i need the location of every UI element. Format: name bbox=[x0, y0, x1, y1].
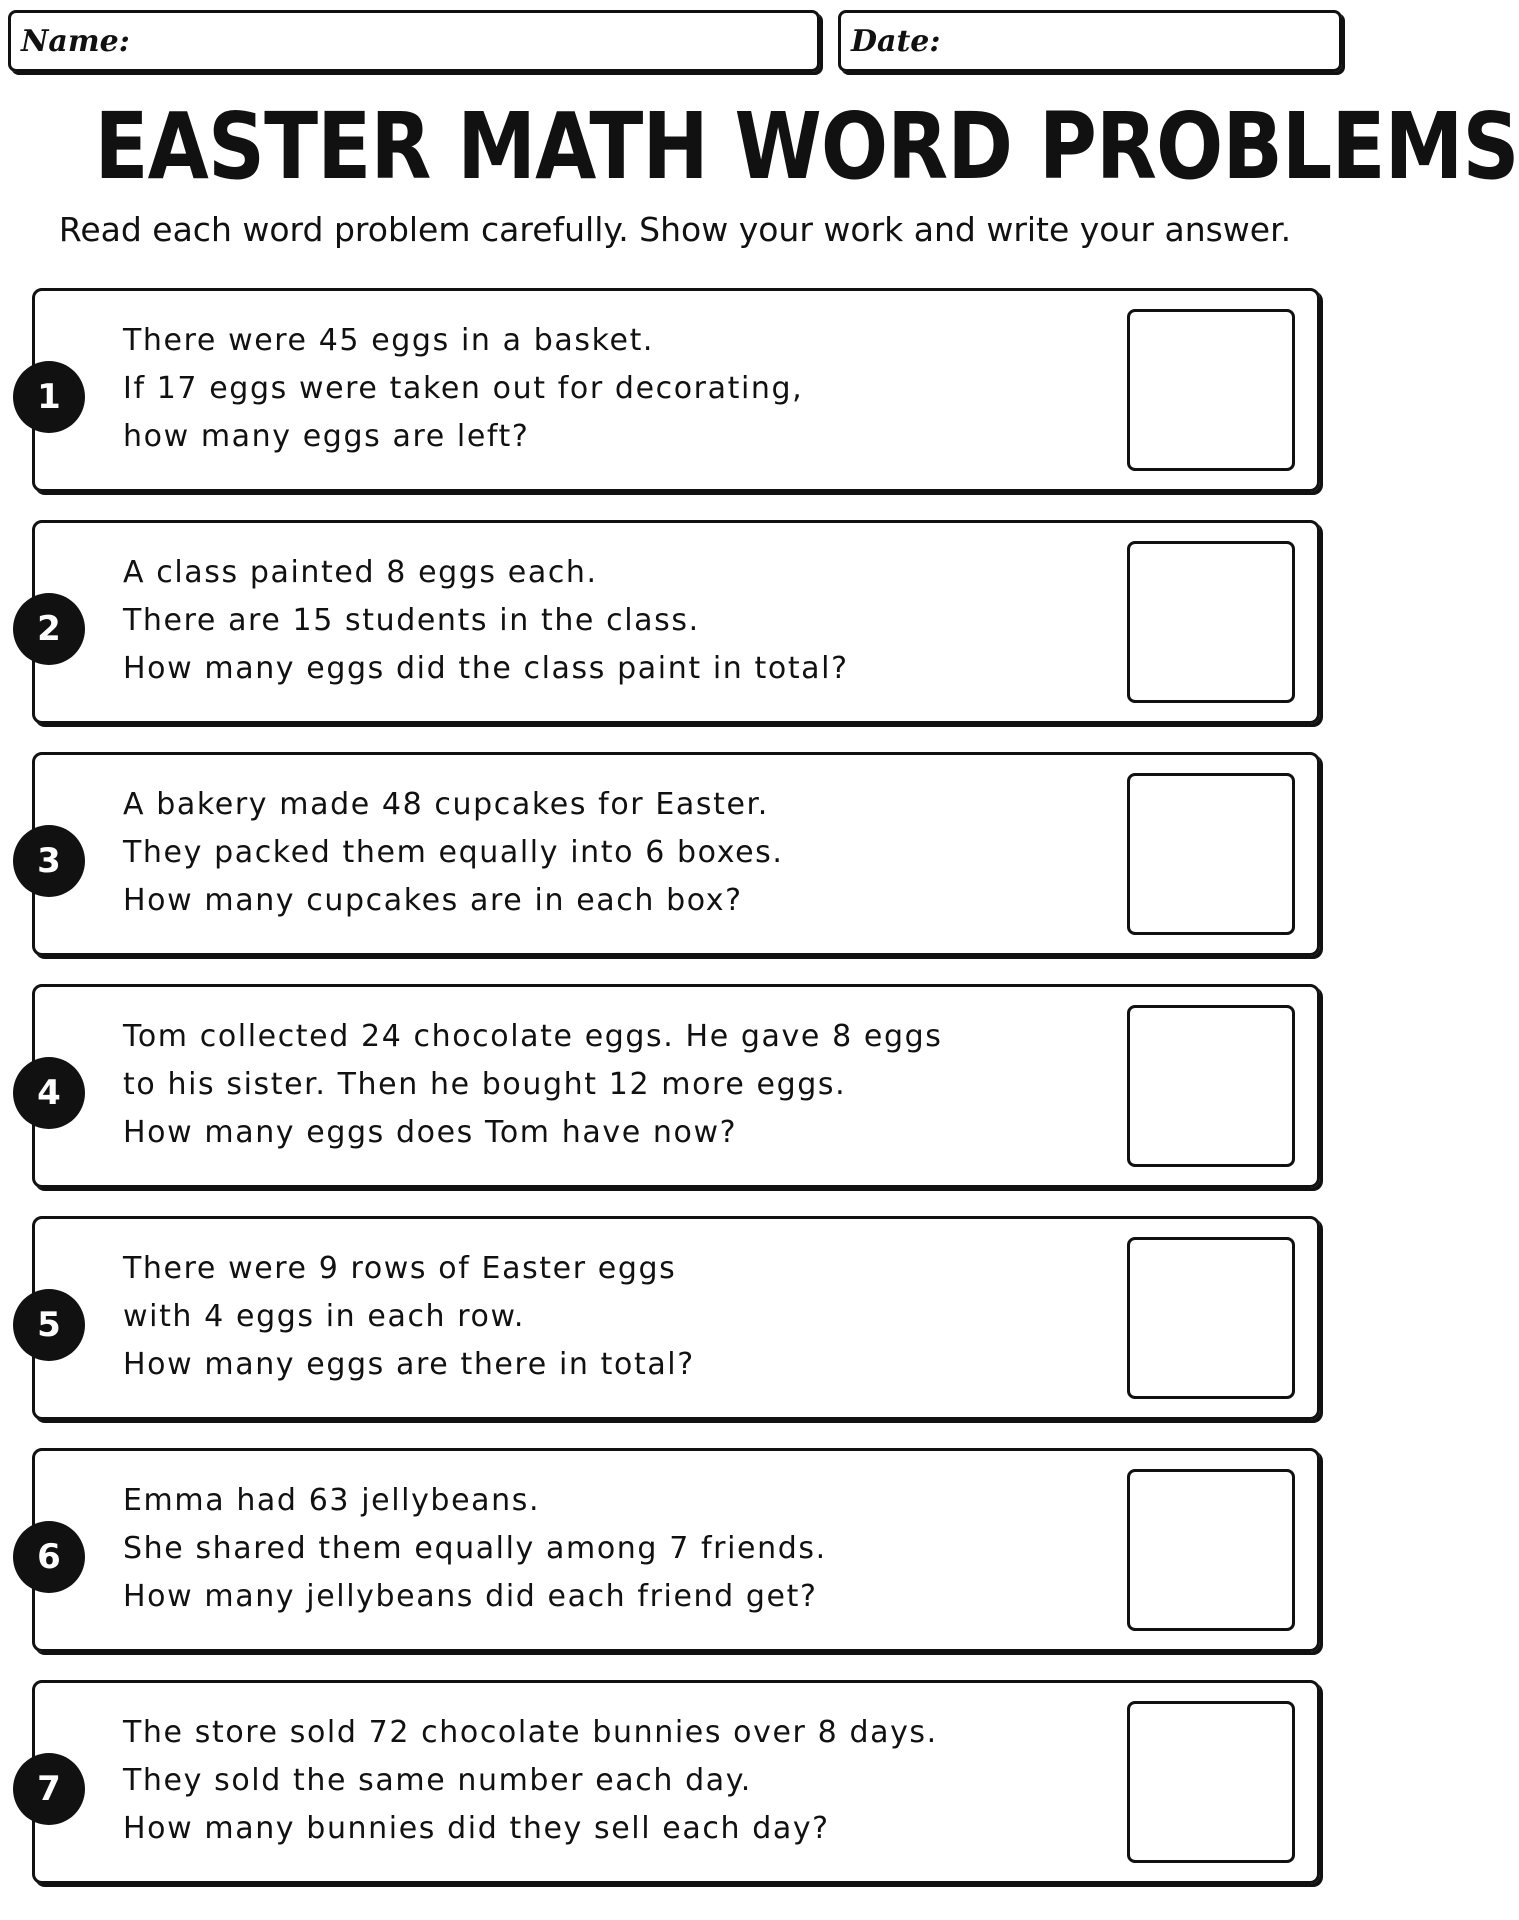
problem-line: how many eggs are left? bbox=[123, 419, 530, 454]
problem-line: The store sold 72 chocolate bunnies over 8 days. bbox=[123, 1715, 938, 1750]
problem-number-badge: 7 bbox=[13, 1753, 85, 1825]
problem-line: Emma had 63 jellybeans. bbox=[123, 1483, 541, 1518]
problem-line: A bakery made 48 cupcakes for Easter. bbox=[123, 787, 769, 822]
problem-line: How many bunnies did they sell each day? bbox=[123, 1811, 830, 1846]
worksheet-title: EASTER MATH WORD PROBLEMS bbox=[94, 93, 1519, 200]
problem-text bbox=[123, 1709, 1083, 1853]
problem-card-4 bbox=[32, 984, 1320, 1188]
problem-line: How many cupcakes are in each box? bbox=[123, 883, 743, 918]
problem-number-badge: 2 bbox=[13, 593, 85, 665]
problem-number-badge: 4 bbox=[13, 1057, 85, 1129]
problem-card-1 bbox=[32, 288, 1320, 492]
problem-line: There were 45 eggs in a basket. bbox=[123, 323, 655, 358]
problem-line: with 4 eggs in each row. bbox=[123, 1299, 526, 1334]
problem-card-7 bbox=[32, 1680, 1320, 1884]
problem-line: How many eggs did the class paint in total? bbox=[123, 651, 849, 686]
problem-card-3 bbox=[32, 752, 1320, 956]
problem-line: How many jellybeans did each friend get? bbox=[123, 1579, 818, 1614]
worksheet-instructions: Read each word problem carefully. Show your work and write your answer. bbox=[58, 210, 1292, 249]
problem-text bbox=[123, 549, 1083, 693]
problem-text bbox=[123, 317, 1083, 461]
problem-number-badge: 6 bbox=[13, 1521, 85, 1593]
problem-line: How many eggs does Tom have now? bbox=[123, 1115, 738, 1150]
name-label: Name: bbox=[21, 23, 130, 59]
problem-line: Tom collected 24 chocolate eggs. He gave 8 eggs bbox=[123, 1019, 943, 1054]
answer-box[interactable] bbox=[1127, 1005, 1295, 1167]
date-field[interactable] bbox=[838, 10, 1342, 72]
problem-line: If 17 eggs were taken out for decorating, bbox=[123, 371, 804, 406]
problem-number-badge: 1 bbox=[13, 361, 85, 433]
problem-line: There were 9 rows of Easter eggs bbox=[123, 1251, 677, 1286]
problem-line: She shared them equally among 7 friends. bbox=[123, 1531, 827, 1566]
answer-box[interactable] bbox=[1127, 309, 1295, 471]
problem-line: There are 15 students in the class. bbox=[123, 603, 700, 638]
answer-box[interactable] bbox=[1127, 1469, 1295, 1631]
problem-text bbox=[123, 1245, 1083, 1389]
problem-line: How many eggs are there in total? bbox=[123, 1347, 695, 1382]
problem-line: A class painted 8 eggs each. bbox=[123, 555, 598, 590]
date-label: Date: bbox=[851, 23, 941, 59]
problem-line: They sold the same number each day. bbox=[123, 1763, 752, 1798]
problem-card-5 bbox=[32, 1216, 1320, 1420]
problem-line: to his sister. Then he bought 12 more eggs. bbox=[123, 1067, 847, 1102]
problem-number-badge: 3 bbox=[13, 825, 85, 897]
problem-text bbox=[123, 1477, 1083, 1621]
answer-box[interactable] bbox=[1127, 1701, 1295, 1863]
problem-text bbox=[123, 781, 1083, 925]
problem-number-badge: 5 bbox=[13, 1289, 85, 1361]
problem-card-2 bbox=[32, 520, 1320, 724]
answer-box[interactable] bbox=[1127, 541, 1295, 703]
answer-box[interactable] bbox=[1127, 773, 1295, 935]
name-field[interactable] bbox=[8, 10, 820, 72]
problem-line: They packed them equally into 6 boxes. bbox=[123, 835, 784, 870]
problem-text bbox=[123, 1013, 1083, 1157]
problem-card-6 bbox=[32, 1448, 1320, 1652]
answer-box[interactable] bbox=[1127, 1237, 1295, 1399]
